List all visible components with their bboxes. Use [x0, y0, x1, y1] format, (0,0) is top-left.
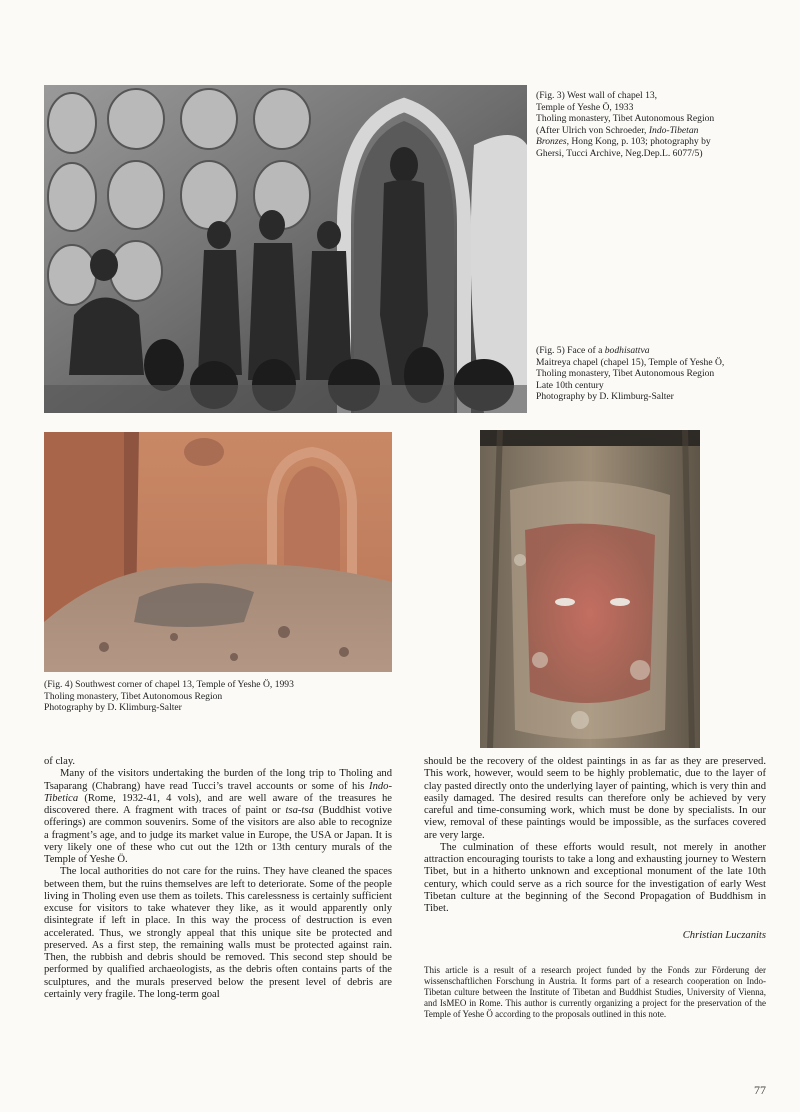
caption-line: (After Ulrich von Schroeder, Indo-Tibetan — [536, 124, 699, 136]
caption-line: Tholing monastery, Tibet Autonomous Region — [536, 368, 715, 380]
footnote: This article is a result of a research project funded by the Fonds zur Förderung der wissenschaftlichen Forschung in Austria. It forms part of a research cooperation on Indo-Tibetan culture between the Institute of Tibetan and Buddhist Studies, University of Vienna, and IsMEO in Rome. This author is currently organizing a project for the preservation of the Temple of Yeshe Ö according to the proposals outlined in this note. — [424, 964, 766, 1019]
figure-3-photo — [44, 85, 527, 413]
figure-4-caption — [44, 679, 404, 714]
caption-line: Late 10th century — [536, 379, 604, 391]
paragraph: should be the recovery of the oldest paintings in as far as they are preserved. This work, however, would seem to be highly problematic, due to the layer of clay pasted directly onto the underlying layer of painting, which is very thin and easily damaged. The desired results can therefore only be achieved by very careful and time-consuming work, which must be done by specialists. In our view, removal of these paintings would be impossible, as the surfaces covered are very large. — [424, 756, 766, 841]
author-signature: Christian Luczanits — [682, 930, 766, 942]
caption-line: Temple of Yeshe Ö, 1933 — [536, 101, 634, 113]
paragraph: of clay. — [44, 756, 76, 767]
figure-5-caption — [536, 345, 776, 403]
figure-5-photo — [480, 430, 700, 748]
caption-line: Photography by D. Klimburg-Salter — [536, 391, 674, 403]
paragraph: The local authorities do not care for the ruins. They have cleaned the spaces between them, but the ruins themselves are left to deteriorate. Some of the people living in Tholing even use them as toilets. This carelessness is certainly sufficient excuse for visitors to take whatever they like, as it would apparently only disintegrate if left in place. In this way the process of destruction is even accelerated. Thus, we strongly appeal that this unique site be protected and preserved. As a first step, the remaining walls must be protected against rain. Then, the rubbish and debris should be removed. This second step should be performed by qualified archaeologists, as the debris often contains parts of the sculptures, and the murals preserved below the present level of debris are certainly very fragile. The long-term goal — [44, 866, 392, 1000]
figure-3-caption — [536, 90, 776, 160]
caption-line: Maitreya chapel (chapel 15), Temple of Yeshe Ö, — [536, 356, 725, 368]
figure-4-photo — [44, 432, 392, 672]
caption-line: (Fig. 4) Southwest corner of chapel 13, Temple of Yeshe Ö, 1993 — [44, 679, 294, 690]
caption-line: Bronzes, Hong Kong, p. 103; photography by — [536, 136, 711, 148]
page-number: 77 — [754, 1083, 766, 1097]
caption-line: Photography by D. Klimburg-Salter — [44, 702, 182, 714]
left-text-column — [44, 756, 392, 1001]
caption-line: Tholing monastery, Tibet Autonomous Region — [536, 113, 715, 125]
caption-line: Ghersi, Tucci Archive, Neg.Dep.L. 6077/5) — [536, 147, 703, 159]
caption-line: (Fig. 5) Face of a bodhisattva — [536, 345, 650, 356]
paragraph: The culmination of these efforts would result, not merely in another attraction encouraging tourists to take a long and exhausting journey to Western Tibet, but in a hitherto unknown and exceptional monument of the late 10th century, which could serve as a rich source for the investigation of early West Tibetan culture at the beginning of the Second Propagation of Buddhism in Tibet. — [424, 841, 766, 914]
caption-line: (Fig. 3) West wall of chapel 13, — [536, 90, 658, 101]
paragraph: Many of the visitors undertaking the burden of the long trip to Tholing and Tsaparang (Chabrang) have read Tucci’s travel accounts or some of his Indo-Tibetica (Rome, 1932-41, 4 vols), and are well aware of the treasures he discovered there. A fragment with traces of paint or tsa-tsa (Buddhist votive offerings) are common souvenirs. Some of the visitors are also able to recognize a fragment’s age, and to judge its market value in Europe, the USA or Japan. It is very likely one of these who cut out the 12th or 13th century murals of the Temple of Yeshe Ö. — [44, 768, 392, 865]
caption-line: Tholing monastery, Tibet Autonomous Region — [44, 690, 223, 702]
right-text-column — [424, 756, 766, 1020]
